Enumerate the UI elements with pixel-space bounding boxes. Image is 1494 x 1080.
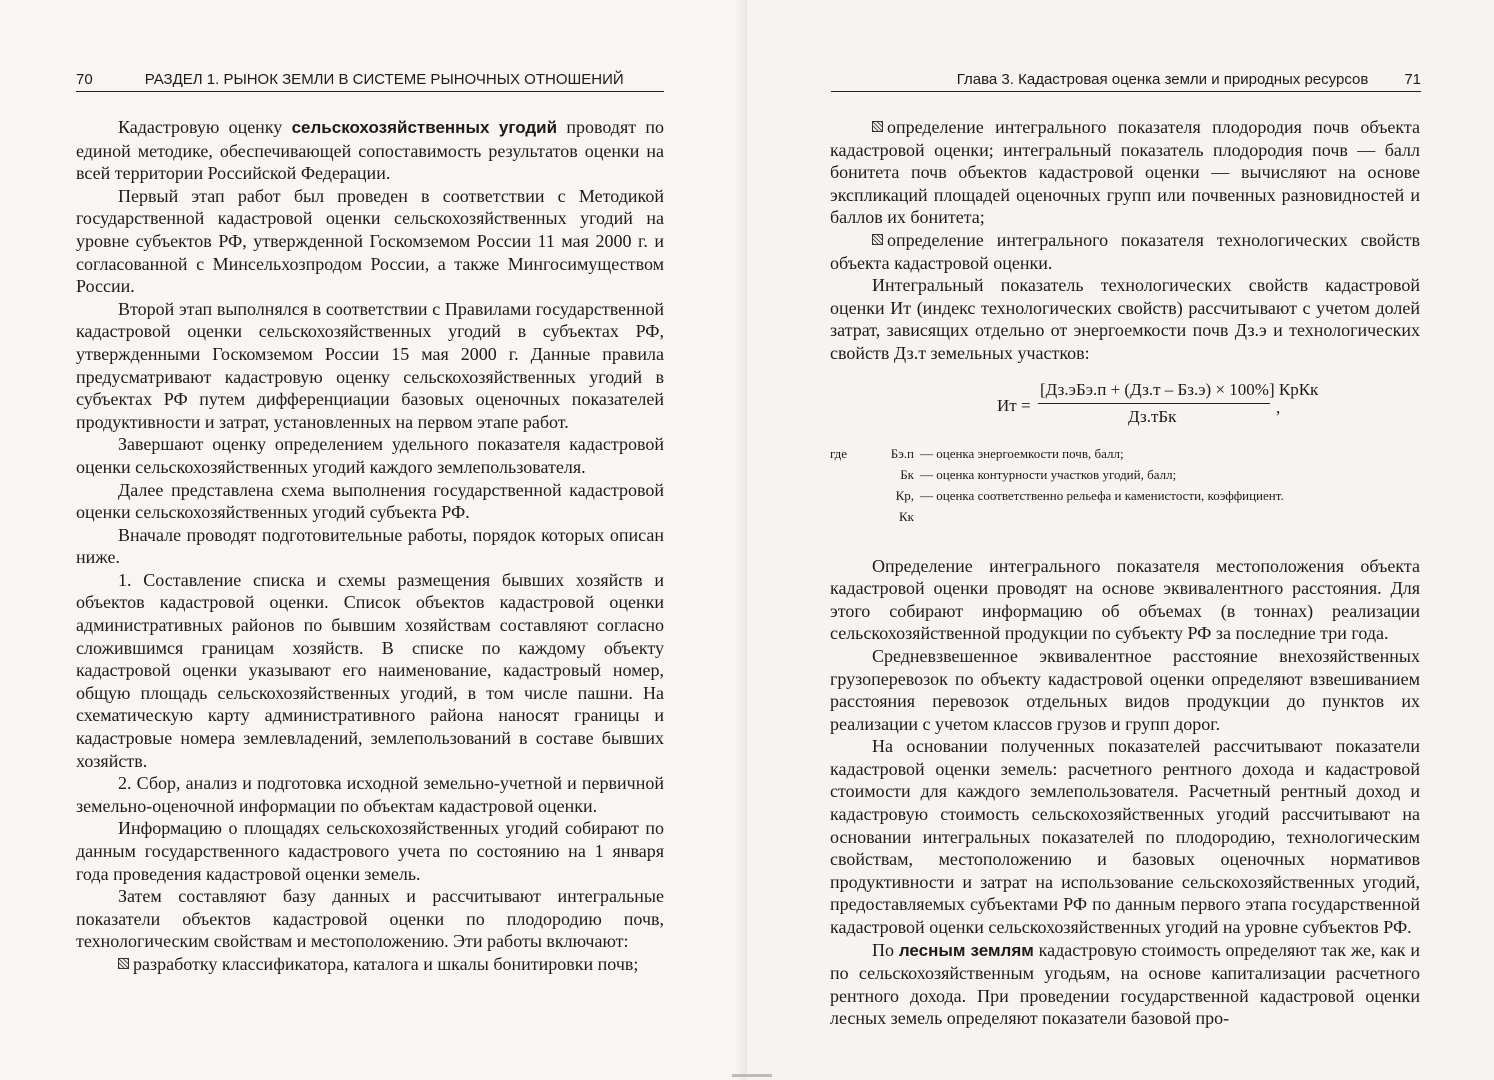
bold-term: сельскохозяйственных угодий xyxy=(291,118,558,137)
legend-symbol: Бк xyxy=(900,466,914,482)
formula xyxy=(830,375,1420,435)
bullet-square-icon xyxy=(872,234,883,245)
legend-description: — оценка энергоемкости почв, балл; xyxy=(920,445,1124,461)
paragraph: Первый этап работ был проведен в соответствии с Методикой государственной кадастровой оценки сельскохозяйственных угодий на уровне субъектов РФ, утвержденной Госкомземом России 11 мая 2000 г. и согласованной с Минсельхозпродом России, а также Мингосимуществом России. xyxy=(76,185,664,297)
formula-trail: , xyxy=(1276,397,1281,417)
formula-lhs: Ит = xyxy=(997,395,1031,415)
bullet-item: определение интегрального показателя технологических свойств объекта кадастровой оценки. xyxy=(830,229,1420,273)
left-running-header xyxy=(76,62,664,92)
paragraph: Информацию о площадях сельскохозяйственных угодий собирают по данным государственного кадастрового учета по состоянию на 1 января года проведения кадастровой оценки земель. xyxy=(76,818,664,884)
right-page-body xyxy=(830,116,1420,1030)
bullet-square-icon xyxy=(872,121,883,132)
formula-legend xyxy=(830,443,1420,527)
paragraph: 2. Сбор, анализ и подготовка исходной земельно-учетной и первичной земельно-оценочной информации по объектам кадастровой оценки. xyxy=(76,773,664,816)
paragraph: На основании полученных показателей рассчитывают показатели кадастровой оценки земель: расчетного рентного дохода и кадастровой стоимости для каждого землепользователя. Расчетный рентный доход и кадастровую стоимость сельскохозяйственных угодий рассчитывают на основании интегральных показателей по плодородию, технологическим свойствам, местоположению и базовых оценочных нормативов продуктивности и затрат на использование сельскохозяйственных угодий, предоставляемых субъектами РФ по данным первого этапа государственной кадастровой оценки сельскохозяйственных угодий на уровне субъектов РФ. xyxy=(830,736,1420,938)
legend-row xyxy=(830,485,1420,527)
legend-description: — оценка контурности участков угодий, балл; xyxy=(920,466,1177,482)
paragraph: Далее представлена схема выполнения государственной кадастровой оценки сельскохозяйственных угодий субъекта РФ. xyxy=(76,479,664,523)
fraction-bar xyxy=(1038,403,1270,404)
legend-row xyxy=(830,443,1420,464)
paragraph: Вначале проводят подготовительные работы, порядок которых описан ниже. xyxy=(76,524,664,568)
left-page-number: 70 xyxy=(76,71,93,88)
paragraph: Второй этап выполнялся в соответствии с Правилами государственной кадастровой оценки сельскохозяйственных угодий в субъектах РФ, утвержденными Госкомземом России 15 мая 2000 г. Данные правила предусматривают кадастровую оценку сельскохозяйственных угодий в субъектах РФ путем дифференциации базовых оценочных показателей продуктивности и затрат, установленных на первом этапе работ. xyxy=(76,298,664,432)
legend-symbol: Кр, Кк xyxy=(895,487,914,524)
paragraph: Кадастровую оценку сельскохозяйственных угодий проводят по единой методике, обеспечивающей сопоставимость результатов оценки на всей территории Российской Федерации. xyxy=(76,117,664,184)
paragraph: Завершают оценку определением удельного показателя кадастровой оценки сельскохозяйственных угодий каждого землепользователя. xyxy=(76,434,664,477)
right-page-number: 71 xyxy=(1404,71,1421,88)
formula-denominator: Дз.тБк xyxy=(1128,406,1177,426)
paragraph: Интегральный показатель технологических свойств кадастровой оценки Ит (индекс технологических свойств) рассчитывают с учетом долей затрат, зависящих отдельно от энергоемкости почв Дз.э и технологических свойств Дз.т земельных участков: xyxy=(830,275,1420,363)
legend-symbol: Бэ.п xyxy=(890,445,914,461)
paragraph: Затем составляют базу данных и рассчитывают интегральные показатели объектов кадастровой оценки по плодородию почв, технологическим свойствам и местоположению. Эти работы включают: xyxy=(76,886,664,952)
legend-row xyxy=(830,464,1420,485)
paragraph: Средневзвешенное эквивалентное расстояние внехозяйственных грузоперевозок по объекту кадастровой оценки определяют взвешиванием расстояния перевозок отдельных видов продукции до пунктов их реализации с учетом классов грузов и групп дорог. xyxy=(830,645,1420,734)
formula-numerator: [Дз.эБэ.п + (Дз.т – Бз.э) × 100%] КрКк xyxy=(1040,379,1319,399)
paragraph: Определение интегрального показателя местоположения объекта кадастровой оценки проводят на основе эквивалентного расстояния. Для этого собирают информацию об объемах (в тоннах) реализации сельскохозяйственной продукции по субъекту РФ за последние три года. xyxy=(830,555,1420,644)
legend-description: — оценка соответственно рельефа и каменистости, коэффициент. xyxy=(920,487,1284,503)
legend-where: где xyxy=(830,445,848,461)
bullet-item: определение интегрального показателя плодородия почв объекта кадастровой оценки; интегральный показатель плодородия почв — балл бонитета почв объектов кадастровой оценки — вычисляют на основе экспликаций площадей оценочных групп или почвенных разновидностей и баллов их бонитета; xyxy=(830,117,1420,228)
bold-term: лесным землям xyxy=(898,940,1034,960)
right-page xyxy=(747,0,1494,1080)
right-running-header xyxy=(831,62,1421,92)
bullet-item: разработку классификатора, каталога и шкалы бонитировки почв; xyxy=(76,953,664,976)
binding-mark xyxy=(732,1074,772,1077)
paragraph: 1. Составление списка и схемы размещения бывших хозяйств и объектов кадастровой оценки. Список объектов кадастровой оценки административных районов по бывшим хозяйствам составляют согласно сложившимся границам хозяйств. В списке по каждому объекту кадастровой оценки указывают его наименование, кадастровый номер, общую площадь сельскохозяйственных угодий, в том числе пашни. На схематическую карту административного района наносят границы и кадастровые номера землевладений, землепользований в составе бывших хозяйств. xyxy=(76,569,664,771)
bullet-square-icon xyxy=(118,958,129,969)
paragraph: По лесным землям кадастровую стоимость определяют так же, как и по сельскохозяйственным угодьям, на основе капитализации расчетного рентного дохода. При проведении государственной кадастровой оценки лесных земель определяют показатели базовой про- xyxy=(830,939,1421,1029)
left-header-title: РАЗДЕЛ 1. РЫНОК ЗЕМЛИ В СИСТЕМЕ РЫНОЧНЫХ ОТНОШЕНИЙ xyxy=(144,71,624,88)
right-header-title: Глава 3. Кадастровая оценка земли и природных ресурсов xyxy=(956,71,1369,88)
left-page-body xyxy=(76,116,664,976)
